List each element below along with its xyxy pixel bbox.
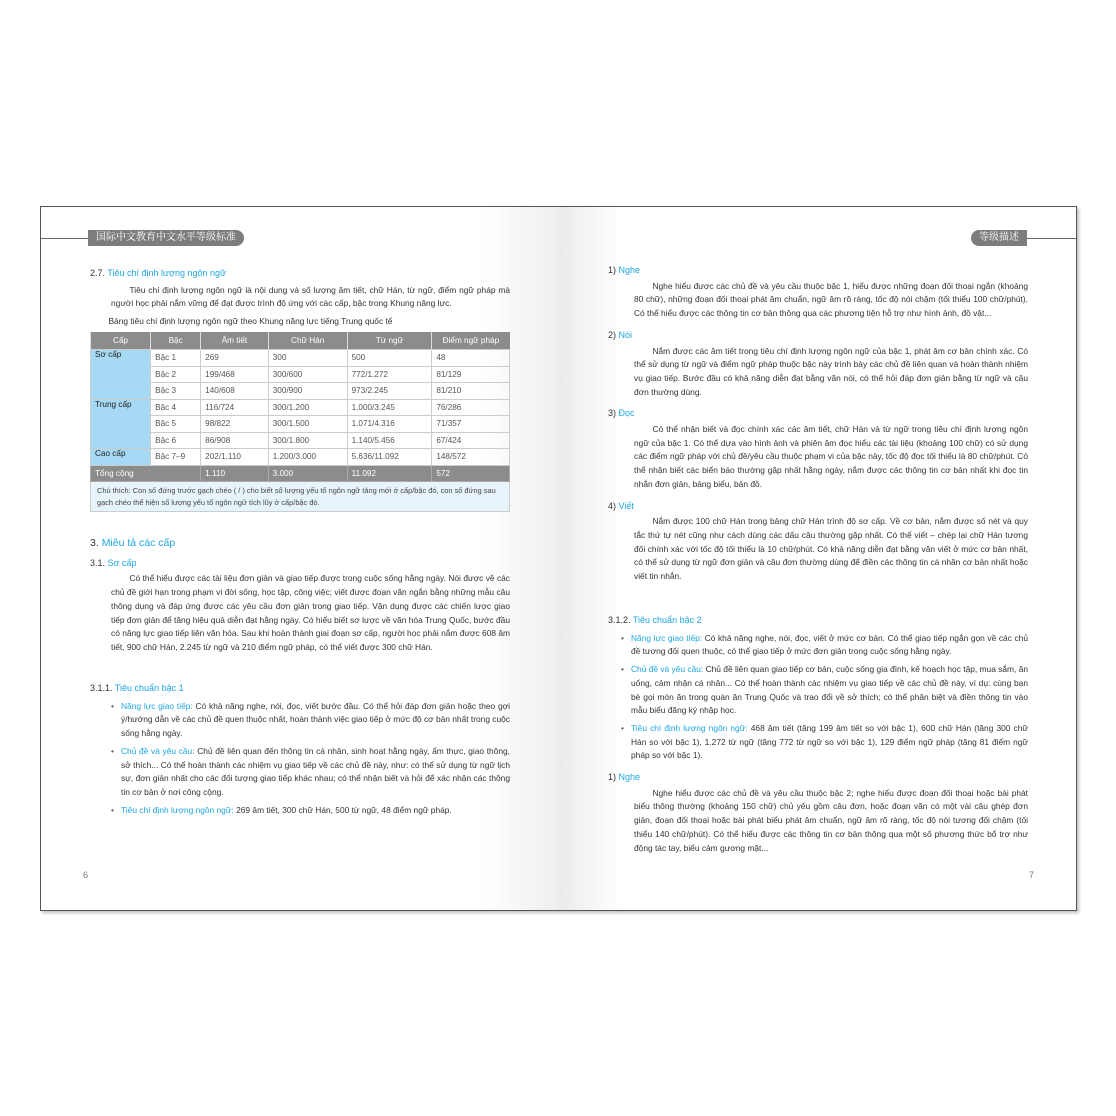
table-cell: Bậc 2 [151,366,201,383]
section-2-7 [90,267,510,329]
total-cell: 572 [432,465,510,482]
bullet-item [621,663,1028,718]
bullet-item [111,745,510,800]
header-rule [41,238,89,239]
right-page [559,207,1076,910]
skills-level-2 [608,771,1028,855]
skill-title: Nói [618,329,633,340]
paragraph: Tiêu chí định lượng ngôn ngữ là nội dung và số lượng âm tiết, chữ Hán, từ ngữ, điểm ngữ pháp mà người học phải nắm vững để đạt được trình độ ứng với các cấp, bậc trong Khung năng lực. [111,284,510,309]
table-row [91,416,510,433]
subsection-heading: 3.1.2. Tiêu chuẩn bậc 2 [608,615,702,625]
skill-heading [608,329,1028,343]
running-header: 国际中文教育中文水平等级标准 [88,230,244,246]
table-cell: 973/2.245 [347,383,432,400]
paragraph: Nắm được các âm tiết trong tiêu chí định lượng ngôn ngữ của bậc 1, phát âm cơ bản chính xác. Có thể sử dụng từ ngữ và điểm ngữ pháp thuộc bậc này trình bày các chủ đề liên quan và hoàn thành nhiệm vụ giao tiếp. Bước đầu có khả năng diễn đạt bằng văn nói, có thể hỏi đáp đơn giản bằng từ ngữ và câu đơn thường dùng. [634,345,1028,397]
table-cell: 500 [347,350,432,367]
note-label: Chú thích: [97,486,131,495]
section-3-1-2 [608,614,1029,767]
table-cell: 772/1.272 [347,366,432,383]
left-page [41,207,559,910]
table-cell: 300/1.800 [268,432,347,449]
total-cell: 3.000 [268,465,347,482]
skill-heading [608,407,1028,421]
table-cell: 98/822 [201,416,269,433]
table-cell: 1.071/4.316 [347,416,432,433]
bullet-text: Có khả năng nghe, nói, đọc, viết bước đầu. Có thể hỏi đáp đơn giản hoặc theo gợi ý/hướng dẫn về các chủ đề quen thuộc nhất, hoàn thành việc giao tiếp ở mức độ cơ bản nhất trong cuộc sống hằng ngày. [121,700,510,739]
table-cell: 140/608 [201,383,269,400]
table-cell: 199/468 [201,366,269,383]
table-row [91,432,510,449]
table-cell: 5.636/11.092 [347,449,432,466]
table-cell: Bậc 6 [151,432,201,449]
skill-number: 1) [608,772,617,782]
table-row [91,366,510,383]
bullet-key: Chủ đề và yêu cầu: [121,745,195,756]
paragraph: Nghe hiểu được các chủ đề và yêu cầu thuộc bậc 2; nghe hiểu được đoạn đối thoại hoặc bài phát biểu thông thường (khoảng 150 chữ) chủ yếu gồm câu đơn, hoặc đoạn văn có một vài câu ghép đơn giản, đoạn đối thoại hoặc bài phát biểu phát âm chuẩn, ngữ âm rõ ràng, tốc độ nói tương đối chậm (tối thiểu 140 chữ/phút). Có thể hiểu được các thông tin cơ bản thông qua một số phương thức bổ trợ như động tác tay, biểu cảm gương mặt... [634,787,1028,853]
skill-number: 4) [608,500,617,511]
note-row [91,482,510,512]
table-cell: Bậc 7–9 [151,449,201,466]
table-cell: 300 [268,350,347,367]
total-cell: Tổng cộng [91,465,201,482]
bullet-text: 269 âm tiết, 300 chữ Hán, 500 từ ngữ, 48 điểm ngữ pháp. [233,804,452,815]
bullet-item [111,804,510,818]
bullet-item [111,700,510,741]
skill-number: 2) [608,329,617,340]
section-3 [90,537,510,655]
column-header: Cấp [91,332,151,350]
table-cell: 71/357 [432,416,510,433]
subsection-heading: 3.1.1. Tiêu chuẩn bậc 1 [90,683,184,693]
table-cell: 116/724 [201,399,269,416]
table-cell: Bậc 3 [151,383,201,400]
table-row [91,399,510,416]
column-header: Điểm ngữ pháp [432,332,510,350]
paragraph: Nắm được 100 chữ Hán trong bảng chữ Hán trình độ sơ cấp. Về cơ bản, nắm được số nét và quy tắc thứ tự nét cũng như cách dùng các dấu câu thường gặp nhất. Có thể viết – chép lại chữ Hán tương đối chính xác với tốc độ tối thiểu là 10 chữ/phút. Có khả năng diễn đạt bằng văn viết ở mức cơ bản nhất, có thể sử dụng từ ngữ đơn giản và câu đơn thường dùng để điền các thông tin cá nhân cơ bản nhất hoặc viết tin nhắn. [634,516,1028,582]
table-header-row [91,332,510,350]
page-number: 7 [1028,870,1034,880]
table-cell: 300/1.200 [268,399,347,416]
column-header: Từ ngữ [347,332,432,350]
paragraph: Có thể hiểu được các tài liệu đơn giản và giao tiếp được trong cuộc sống hằng ngày. Nói được về các chủ đề giới hạn trong phạm vi đời sống, học tập, công việc; viết được đoạn văn ngắn bằng những mẫu câu thông dụng và đáp ứng được các yêu cầu đơn giản trong giao tiếp. Vận dụng được các chiến lược giao tiếp đơn giản để tăng hiệu quả diễn đạt hằng ngày. Có hiểu biết sơ lược về văn hóa Trung Quốc, bước đầu có năng lực giao tiếp liên văn hóa. Sau khi hoàn thành giai đoạn sơ cấp, người học phải nắm được 608 âm tiết, 900 chữ Hán, 2.245 từ ngữ và 210 điểm ngữ pháp, có thể viết được 300 chữ Hán. [111,573,510,652]
table-row [91,383,510,400]
skill-number: 3) [608,408,617,419]
table-row [91,449,510,466]
subsection-heading: 3.1. Sơ cấp [90,557,137,568]
table-row [91,350,510,367]
total-row [91,465,510,482]
table-cell: Bậc 5 [151,416,201,433]
bullet-text: Chủ đề liên quan đến thông tin cá nhân, sinh hoạt hằng ngày, ẩm thực, giao thông, sở thích... Có thể hoàn thành các nhiệm vụ giao tiếp về các chủ đề này, như: có thể sử dụng từ ngữ lịch sự, đơn giản nhất cho các đối tượng giao tiếp khác nhau; có thể nhận biết và hỏi để xác nhận các thông tin cơ bản ở nơi công cộng. [121,745,510,797]
level-group-cell: Trung cấp [91,399,151,449]
note-text: Con số đứng trước gạch chéo ( / ) cho biết số lượng yếu tố ngôn ngữ tăng mới ở cấp/bậc đó, con số đứng sau gạch chéo thể hiện số lượng yếu tố ngôn ngữ tích lũy ở cấp/bậc đó. [97,486,496,507]
table-note [91,482,510,512]
section-3-1-1 [90,682,510,821]
page-number: 6 [83,870,89,880]
language-criteria-table [90,332,510,512]
skill-heading [608,771,1028,785]
skill-title: Nghe [618,772,641,782]
table-cell: Bậc 1 [151,350,201,367]
bullet-key: Năng lực giao tiếp: [631,632,703,643]
skill-number: 1) [608,265,617,275]
bullet-text: 468 âm tiết (tăng 199 âm tiết so với bậc 1), 600 chữ Hán (tăng 300 chữ Hán so với bậc 1), 1.272 từ ngữ (tăng 772 từ ngữ so với bậc 1), 129 điểm ngữ pháp (tăng 81 điểm ngữ pháp so với bậc 1). [631,722,1028,761]
running-header: 等级描述 [971,230,1027,246]
table-cell: 202/1.110 [201,449,269,466]
bullet-key: Năng lực giao tiếp: [121,700,193,711]
total-cell: 11.092 [347,465,432,482]
total-cell: 1.110 [201,465,269,482]
bullet-key: Chủ đề và yêu cầu: [631,664,704,675]
bullet-text: Có khả năng nghe, nói, đọc, viết ở mức cơ bản. Có thể giao tiếp ngắn gọn về các chủ đề tương đối quen thuộc, có thể giao tiếp ở mức đơn giản trong cuộc sống hằng ngày. [631,632,1028,657]
table-cell: 1.200/3.000 [268,449,347,466]
section-heading: 2.7. Tiêu chí định lượng ngôn ngữ [90,268,227,278]
bullet-item [621,722,1028,763]
skill-heading [608,500,1028,514]
skill-title: Đọc [618,408,635,419]
bullet-text: Chủ đề liên quan giao tiếp cơ bản, cuộc sống gia đình, kế hoạch học tập, mua sắm, ăn uống, cảm nhận cá nhân... Có thể hoàn thành các nhiệm vụ giao tiếp về các chủ đề này, ví dụ: cùng bạn bè gọi món ăn trong quán ăn Trung Quốc và trao đổi về sở thích; có thể phân biệt và điền thông tin vào mẫu biểu đăng ký nhập học. [631,664,1029,716]
table-cell: 1.140/5.456 [347,432,432,449]
table-cell: 269 [201,350,269,367]
skill-title: Viết [618,500,634,511]
table-cell: 1.000/3.245 [347,399,432,416]
column-header: Bậc [151,332,201,350]
book-spread [40,206,1077,911]
table-caption: Bảng tiêu chí định lượng ngôn ngữ theo Khung năng lực tiếng Trung quốc tế [108,316,393,327]
level-group-cell: Sơ cấp [91,350,151,400]
table-cell: 300/1.500 [268,416,347,433]
table-cell: 76/286 [432,399,510,416]
skills-level-1 [608,264,1028,584]
section-heading: 3. Miêu tả các cấp [90,537,176,549]
table-cell: 81/210 [432,383,510,400]
paragraph: Nghe hiểu được các chủ đề và yêu cầu thuộc bậc 1, hiểu được những đoạn đối thoại ngắn (khoảng 80 chữ), những đoạn đối thoại phát âm chuẩn, ngữ âm rõ ràng, tốc độ nói chậm (tối thiểu 100 chữ/phút). Có thể hiểu được các thông tin cơ bản thông qua các phương tiện hỗ trợ như hình ảnh, đồ vật... [634,280,1028,319]
bullet-key: Tiêu chí định lượng ngôn ngữ: [631,722,748,733]
skill-heading [608,264,1028,278]
level-group-cell: Cao cấp [91,449,151,466]
table-cell: Bậc 4 [151,399,201,416]
table-cell: 67/424 [432,432,510,449]
table-cell: 300/900 [268,383,347,400]
table-cell: 148/572 [432,449,510,466]
table-cell: 300/600 [268,366,347,383]
column-header: Âm tiết [201,332,269,350]
skill-title: Nghe [618,265,641,275]
column-header: Chữ Hán [268,332,347,350]
table-cell: 48 [432,350,510,367]
table-cell: 86/908 [201,432,269,449]
bullet-key: Tiêu chí định lượng ngôn ngữ: [121,804,234,815]
table-cell: 81/129 [432,366,510,383]
header-rule [1026,238,1076,239]
paragraph: Có thể nhận biết và đọc chính xác các âm tiết, chữ Hán và từ ngữ trong tiêu chí định lượng ngôn ngữ của bậc 1. Có thể dựa vào hình ảnh và phiên âm đọc hiểu các tài liệu (khoảng 100 chữ) có sử dụng các điểm ngữ pháp với chủ đề/yêu cầu thuộc phạm vi của bậc này, tốc độ đọc tối thiểu là 80 chữ/phút. Có thể nhận biết các biển báo thường gặp nhất hằng ngày, nắm được các thông tin cơ bản nhất khi đọc tin nhắn đơn giản, bảng biểu, bản đồ. [634,424,1028,489]
bullet-item [621,632,1028,659]
